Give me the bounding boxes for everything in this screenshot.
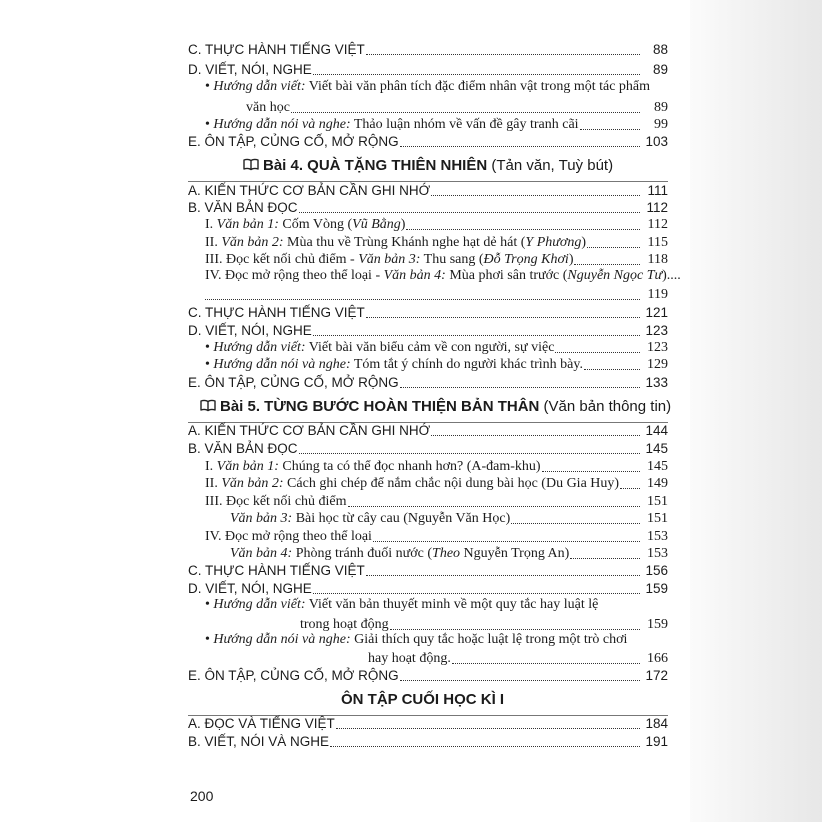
toc-page: 88 [652, 42, 668, 57]
toc-text: Giải thích quy tắc hoặc luật lệ trong một trò chơi [350, 632, 628, 647]
toc-page: 123 [645, 323, 668, 338]
toc-page: 99 [654, 117, 668, 132]
toc-row-b-write-speak-listen [188, 730, 668, 750]
toc-label: E. ÔN TẬP, CỦNG CỐ, MỞ RỘNG [188, 134, 399, 149]
toc-page: 123 [647, 340, 668, 355]
review-title: ÔN TẬP CUỐI HỌC KÌ I [341, 691, 505, 708]
toc-num: IV. [205, 529, 225, 544]
toc-row-text-3 [230, 507, 668, 527]
toc-page: 112 [647, 217, 668, 232]
toc-row-text-4-page [205, 283, 668, 303]
semester-review-heading [341, 691, 504, 709]
toc-num: II. [205, 476, 222, 491]
toc-page: 119 [647, 287, 668, 302]
toc-page: 144 [645, 423, 668, 438]
toc-page: 191 [645, 734, 668, 749]
bullet-dot: • [205, 79, 210, 94]
toc-page: 172 [645, 668, 668, 683]
toc-text: Đọc mở rộng theo thể loại - [224, 268, 384, 283]
toc-prefix: Hướng dẫn nói và nghe: [213, 357, 351, 372]
toc-label: C. THỰC HÀNH TIẾNG VIỆT [188, 42, 365, 57]
toc-row-b-reading [188, 437, 668, 457]
toc-label: B. VIẾT, NÓI VÀ NGHE [188, 734, 330, 749]
toc-page: 112 [646, 200, 668, 215]
toc-page: 89 [652, 62, 668, 77]
toc-row-e-review [188, 664, 668, 684]
toc-text-end: ) [400, 217, 406, 232]
toc-label: D. VIẾT, NÓI, NGHE [188, 581, 312, 596]
toc-prefix: Hướng dẫn viết: [213, 79, 306, 94]
toc-text: Cách ghi chép để nắm chắc nội dung bài học (Du Gia Huy) [283, 476, 620, 491]
toc-page: 159 [647, 617, 668, 632]
toc-label: B. VĂN BẢN ĐỌC [188, 441, 298, 456]
toc-author: Nguyễn Trọng An) [460, 546, 570, 561]
toc-text: Cốm Vòng ( [278, 217, 353, 232]
bullet-dot: • [205, 632, 210, 647]
toc-page: 89 [654, 100, 668, 115]
toc-num: III. [205, 252, 226, 267]
toc-label: E. ÔN TẬP, CỦNG CỐ, MỞ RỘNG [188, 375, 399, 390]
toc-text: Bài học từ cây cau (Nguyễn Văn Học) [292, 511, 511, 526]
toc-prefix: Văn bản 1: [216, 459, 279, 474]
toc-text: Mùa thu về Trùng Khánh nghe hạt dẻ hát ( [283, 235, 526, 250]
lesson-genre: (Văn bản thông tin) [539, 398, 672, 415]
toc-label: C. THỰC HÀNH TIẾNG VIỆT [188, 305, 365, 320]
page-number: 200 [190, 788, 214, 804]
toc-text: Đọc kết nối chủ điểm - [226, 252, 359, 267]
toc-label: A. KIẾN THỨC CƠ BẢN CẦN GHI NHỚ [188, 423, 431, 438]
toc-row-d-write [188, 58, 668, 78]
toc-page: 153 [647, 546, 668, 561]
toc-author: Y Phương [525, 235, 582, 250]
toc-row-c-practice [188, 38, 668, 58]
toc-page: 166 [647, 651, 668, 666]
toc-label: B. VĂN BẢN ĐỌC [188, 200, 298, 215]
toc-page: 115 [647, 235, 668, 250]
toc-text-end: ).... [662, 268, 681, 283]
toc-page: 129 [647, 357, 668, 372]
toc-prefix: Văn bản 2: [221, 476, 284, 491]
toc-page: 118 [647, 252, 668, 267]
lesson-4-heading [243, 157, 613, 175]
toc-row-e-review [188, 130, 668, 150]
toc-author: Đỗ Trọng Khơi [483, 252, 569, 267]
toc-num: II. [205, 235, 222, 250]
toc-label: E. ÔN TẬP, CỦNG CỐ, MỞ RỘNG [188, 668, 399, 683]
toc-page: 156 [645, 563, 668, 578]
toc-label: A. KIẾN THỨC CƠ BẢN CẦN GHI NHỚ [188, 183, 431, 198]
bullet-dot: • [205, 340, 214, 355]
bullet-dot: • [205, 357, 214, 372]
toc-page: 153 [647, 529, 668, 544]
toc-text-end: ) [568, 252, 574, 267]
toc-text: trong hoạt động [300, 617, 389, 632]
lesson-genre: (Tản văn, Tuỳ bút) [487, 157, 614, 174]
open-book-icon [200, 399, 216, 412]
toc-text: Viết văn bản thuyết minh về một quy tắc hay luật lệ [305, 597, 599, 612]
toc-row-c-practice [188, 559, 668, 579]
toc-page: 145 [647, 459, 668, 474]
toc-num: I. [205, 459, 217, 474]
toc-text: Đọc kết nối chủ điểm [226, 494, 347, 509]
toc-text: Đọc mở rộng theo thể loại [224, 529, 372, 544]
toc-source: Theo [432, 546, 461, 561]
bullet-dot: • [205, 597, 210, 612]
toc-label: C. THỰC HÀNH TIẾNG VIỆT [188, 563, 365, 578]
toc-row-text-3 [205, 248, 668, 268]
toc-num: I. [205, 217, 217, 232]
toc-row-a-reading-vietnamese [188, 712, 668, 732]
toc-row-d-write [188, 577, 668, 597]
lesson-5-heading [200, 398, 671, 416]
toc-row-text-1 [205, 213, 668, 233]
toc-text: văn học [246, 100, 290, 115]
toc-row-writing-guide-cont [300, 613, 668, 633]
toc-text: Thảo luận nhóm về vấn đề gây tranh cãi [350, 117, 579, 132]
toc-text: Phòng tránh đuối nước ( [292, 546, 433, 561]
toc-row-e-review [188, 371, 668, 391]
toc-text: Tóm tắt ý chính do người khác trình bày. [350, 357, 583, 372]
toc-row-text-4 [205, 268, 681, 284]
toc-page: 151 [647, 494, 668, 509]
toc-page: 151 [647, 511, 668, 526]
toc-author: Vũ Bằng [352, 217, 401, 232]
toc-prefix: Văn bản 3: [230, 511, 293, 526]
toc-text: Viết bài văn biểu cảm về con người, sự việc [305, 340, 555, 355]
toc-text: Mùa phơi sân trước ( [445, 268, 568, 283]
toc-page: 103 [645, 134, 668, 149]
toc-row-text-2 [205, 472, 668, 492]
toc-page: 149 [647, 476, 668, 491]
toc-page: 184 [645, 716, 668, 731]
toc-page: 133 [645, 375, 668, 390]
toc-row-speaking-guide [205, 632, 627, 648]
toc-prefix: Văn bản 1: [216, 217, 279, 232]
toc-num: IV. [205, 268, 225, 283]
toc-text-end: ) [581, 235, 587, 250]
toc-prefix: Hướng dẫn viết: [213, 597, 306, 612]
toc-text: hay hoạt động. [368, 651, 451, 666]
toc-text: Viết bài văn phân tích đặc điểm nhân vật trong một tác phẩm [305, 79, 651, 94]
toc-page: 159 [645, 581, 668, 596]
lesson-title: Bài 5. TỪNG BƯỚC HOÀN THIỆN BẢN THÂN [220, 398, 540, 415]
toc-prefix: Văn bản 4: [230, 546, 293, 561]
toc-prefix: Văn bản 4: [383, 268, 446, 283]
toc-row-speaking-guide [205, 353, 668, 373]
toc-label: A. ĐỌC VÀ TIẾNG VIỆT [188, 716, 335, 731]
toc-text: Thu sang ( [420, 252, 484, 267]
toc-page: 111 [647, 183, 668, 198]
toc-label: D. VIẾT, NÓI, NGHE [188, 62, 312, 77]
toc-prefix: Văn bản 2: [221, 235, 284, 250]
toc-author: Nguyễn Ngọc Tư [567, 268, 663, 283]
lesson-title: Bài 4. QUÀ TẶNG THIÊN NHIÊN [263, 157, 488, 174]
toc-row-writing-guide [205, 79, 650, 95]
toc-page: 121 [645, 305, 668, 320]
bullet-dot: • [205, 117, 214, 132]
toc-row-a-knowledge [188, 419, 668, 439]
toc-row-writing-guide [205, 597, 598, 613]
toc-prefix: Hướng dẫn viết: [213, 340, 306, 355]
toc-prefix: Văn bản 3: [358, 252, 421, 267]
toc-text: Chúng ta có thể đọc nhanh hơn? (A-đam-khu) [278, 459, 541, 474]
toc-row-c-practice [188, 301, 668, 321]
open-book-icon [243, 158, 259, 171]
toc-label: D. VIẾT, NÓI, NGHE [188, 323, 312, 338]
toc-num: III. [205, 494, 226, 509]
toc-prefix: Hướng dẫn nói và nghe: [213, 632, 351, 647]
toc-page: 145 [645, 441, 668, 456]
toc-prefix: Hướng dẫn nói và nghe: [213, 117, 351, 132]
